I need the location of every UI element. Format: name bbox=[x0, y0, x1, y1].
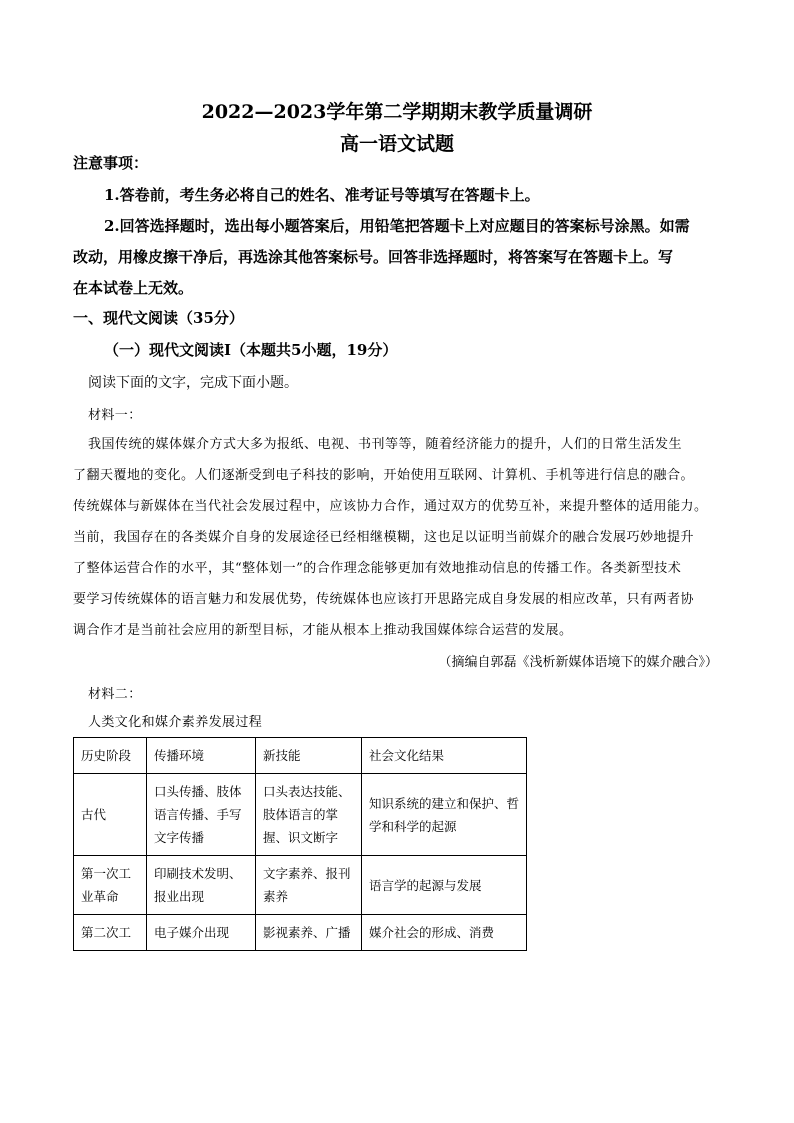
section-heading: 一、现代文阅读（35分） bbox=[73, 309, 244, 327]
table-title: 人类文化和媒介素养发展过程 bbox=[88, 715, 263, 730]
table-row bbox=[74, 856, 527, 915]
table-header-cell: 社会文化结果 bbox=[362, 738, 527, 774]
notice-item-2-line-3: 在本试卷上无效。 bbox=[73, 279, 194, 297]
notice-item-1: 1.答卷前，考生务必将自己的姓名、准考证号等填写在答题卡上。 bbox=[104, 186, 540, 204]
material-1-line: 我国传统的媒体媒介方式大多为报纸、电视、书刊等等，随着经济能力的提升，人们的日常生活发生 bbox=[88, 437, 683, 452]
material-1-label: 材料一： bbox=[88, 408, 142, 423]
table-header-cell: 传播环境 bbox=[147, 738, 256, 774]
material-1-line: 了整体运营合作的水平，其“整体划一”的合作理念能够更加有效地推动信息的传播工作。各类新型技术 bbox=[73, 561, 682, 576]
notice-item-2-line-1: 2.回答选择题时，选出每小题答案后，用铅笔把答题卡上对应题目的答案标号涂黑。如需 bbox=[104, 217, 690, 235]
table-cell: 古代 bbox=[74, 774, 147, 856]
table-header-row bbox=[74, 738, 527, 774]
table-cell: 第二次工 bbox=[74, 915, 147, 951]
material-1-source: （摘编自郭磊《浅析新媒体语境下的媒介融合》） bbox=[438, 655, 718, 670]
table-cell: 口头传播、肢体语言传播、手写文字传播 bbox=[147, 774, 256, 856]
material-1-line: 了翻天覆地的变化。人们逐渐受到电子科技的影响，开始使用互联网、计算机、手机等进行信息的融合。 bbox=[73, 468, 695, 483]
notice-item-2-line-2: 改动，用橡皮擦干净后，再选涂其他答案标号。回答非选择题时，将答案写在答题卡上。写 bbox=[73, 248, 674, 266]
table-cell: 语言学的起源与发展 bbox=[362, 856, 527, 915]
material-2-label: 材料二： bbox=[88, 687, 142, 702]
table-header-cell: 新技能 bbox=[256, 738, 362, 774]
table-cell: 影视素养、广播 bbox=[256, 915, 362, 951]
material-1-line: 传统媒体与新媒体在当代社会发展过程中，应该协力合作，通过双方的优势互补，来提升整体的适用能力。 bbox=[73, 499, 708, 514]
table-header-cell: 历史阶段 bbox=[74, 738, 147, 774]
table-cell: 媒介社会的形成、消费 bbox=[362, 915, 527, 951]
table-cell: 知识系统的建立和保护、哲学和科学的起源 bbox=[362, 774, 527, 856]
table-cell: 电子媒介出现 bbox=[147, 915, 256, 951]
table-row bbox=[74, 774, 527, 856]
material-1-line: 当前，我国存在的各类媒介自身的发展途径已经相继模糊，这也足以证明当前媒介的融合发展巧妙地提升 bbox=[73, 530, 695, 545]
material-1-line: 调合作才是当前社会应用的新型目标，才能从根本上推动我国媒体综合运营的发展。 bbox=[73, 623, 573, 638]
table-cell: 口头表达技能、肢体语言的掌握、识文断字 bbox=[256, 774, 362, 856]
exam-title: 2022—2023学年第二学期期末教学质量调研 bbox=[201, 101, 593, 123]
exam-subtitle: 高一语文试题 bbox=[339, 133, 454, 155]
table-cell: 文字素养、报刊素养 bbox=[256, 856, 362, 915]
table-row bbox=[74, 915, 527, 951]
media-literacy-table bbox=[73, 737, 527, 951]
table-cell: 印刷技术发明、报业出现 bbox=[147, 856, 256, 915]
material-1-line: 要学习传统媒体的语言魅力和发展优势，传统媒体也应该打开思路完成自身发展的相应改革，只有两者协 bbox=[73, 592, 695, 607]
section-sub-heading: （一）现代文阅读Ⅰ（本题共5小题，19分） bbox=[104, 341, 398, 359]
reading-instruction: 阅读下面的文字，完成下面小题。 bbox=[88, 375, 298, 391]
table-cell: 第一次工业革命 bbox=[74, 856, 147, 915]
notice-heading: 注意事项： bbox=[73, 154, 149, 172]
